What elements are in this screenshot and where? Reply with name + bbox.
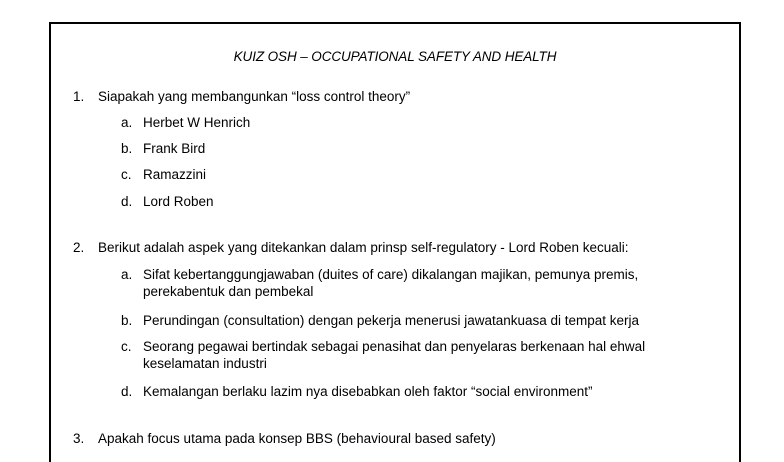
option-text: Kemalangan berlaku lazim nya disebabkan oleh faktor “social environment” xyxy=(143,384,593,399)
option-text: Lord Roben xyxy=(143,194,214,209)
question-text: Siapakah yang membangunkan “loss control theory” xyxy=(98,89,411,104)
option-text: Ramazzini xyxy=(143,167,207,182)
question-text: Berikut adalah aspek yang ditekankan dalam prinsp self-regulatory - Lord Roben kecuali: xyxy=(98,240,629,255)
question-number: 1. xyxy=(73,89,85,104)
option-letter: a. xyxy=(121,115,133,130)
option-letter: d. xyxy=(121,194,133,209)
document-page xyxy=(49,22,741,462)
option-letter: c. xyxy=(121,339,132,354)
document-title: KUIZ OSH – OCCUPATIONAL SAFETY AND HEALTH xyxy=(233,49,557,64)
option-text: Herbet W Henrich xyxy=(143,115,251,130)
option-text: Frank Bird xyxy=(143,141,206,156)
option-text: Sifat kebertanggungjawaban (duites of care) dikalangan majikan, pemunya premis, perekabentuk dan pembekal xyxy=(143,267,639,299)
option-letter: b. xyxy=(121,141,133,156)
option-letter: c. xyxy=(121,167,132,182)
option-text: Perundingan (consultation) dengan pekerja menerusi jawatankuasa di tempat kerja xyxy=(143,313,640,328)
question-text: Apakah focus utama pada konsep BBS (behavioural based safety) xyxy=(98,431,496,446)
option-text: Seorang pegawai bertindak sebagai penasihat dan penyelaras berkenaan hal ehwal keselamatan industri xyxy=(143,339,646,371)
option-letter: d. xyxy=(121,384,133,399)
option-letter: b. xyxy=(121,313,133,328)
question-number: 2. xyxy=(73,240,85,255)
question-number: 3. xyxy=(73,431,85,446)
option-letter: a. xyxy=(121,267,133,282)
